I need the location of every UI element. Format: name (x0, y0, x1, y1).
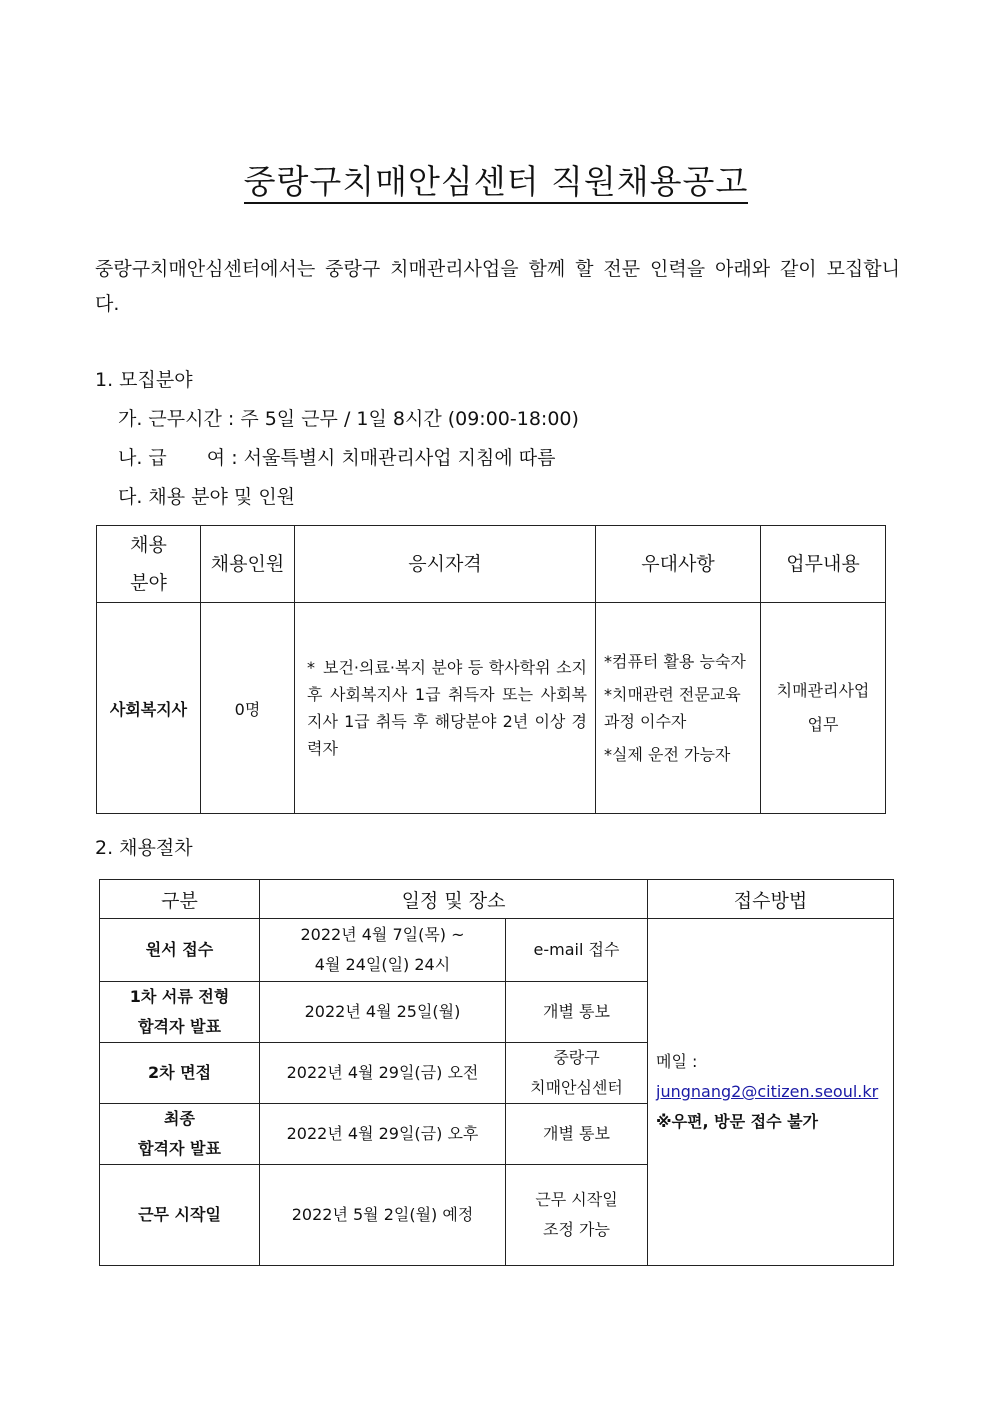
section2-heading: 2. 채용절차 (95, 837, 193, 859)
cell-category: 원서 접수 (100, 919, 260, 982)
procedure-table (99, 879, 894, 1266)
page-title: 중랑구치매안심센터 직원채용공고 (0, 160, 992, 204)
cell-field: 사회복지사 (97, 603, 201, 814)
cell-note: 개별 통보 (506, 1104, 648, 1165)
list-item: *치매관련 전문교육 과정 이수자 (604, 685, 741, 731)
section1-heading: 1. 모집분야 (95, 369, 193, 391)
salary-label: 나. 급 (118, 447, 167, 469)
recruitment-field-table (96, 525, 886, 814)
cell-note: 중랑구 치매안심센터 (506, 1043, 648, 1104)
salary-value: : 서울특별시 치매관리사업 지침에 따름 (231, 447, 556, 469)
cell-date: 2022년 4월 7일(목) ~ 4월 24일(일) 24시 (260, 919, 506, 982)
cell-note: 개별 통보 (506, 982, 648, 1043)
header-qualification: 응시자격 (295, 526, 596, 603)
apply-note: ※우편, 방문 접수 불가 (656, 1112, 819, 1131)
cell-note: e-mail 접수 (506, 919, 648, 982)
table-header-row (100, 880, 894, 919)
header-method: 접수방법 (648, 880, 894, 919)
cell-duty: 치매관리사업 업무 (761, 603, 886, 814)
salary-label-2: 여 (206, 447, 226, 469)
cell-preferences (596, 603, 761, 814)
cell-qualification: * 보건·의료·복지 분야 등 학사학위 소지 후 사회복지사 1급 취득자 또는 사회복지사 1급 취득 후 해당분야 2년 이상 경력자 (295, 603, 596, 814)
header-duty: 업무내용 (761, 526, 886, 603)
mail-label: 메일 : (656, 1052, 698, 1071)
list-item: *컴퓨터 활용 능숙자 (604, 652, 746, 671)
header-field: 채용 분야 (97, 526, 201, 603)
cell-apply-method (648, 919, 894, 1266)
cell-date: 2022년 4월 25일(월) (260, 982, 506, 1043)
work-hours: 가. 근무시간 : 주 5일 근무 / 1일 8시간 (09:00-18:00) (118, 408, 579, 430)
header-preference: 우대사항 (596, 526, 761, 603)
cell-date: 2022년 5월 2일(월) 예정 (260, 1165, 506, 1266)
email-link[interactable]: jungnang2@citizen.seoul.kr (656, 1082, 879, 1101)
cell-count: 0명 (201, 603, 295, 814)
cell-category: 2차 면접 (100, 1043, 260, 1104)
header-category: 구분 (100, 880, 260, 919)
salary-line (118, 444, 555, 472)
cell-note: 근무 시작일 조정 가능 (506, 1165, 648, 1266)
intro-paragraph: 중랑구치매안심센터에서는 중랑구 치매관리사업을 함께 할 전문 인력을 아래와 같이 모집합니다. (95, 258, 900, 315)
table-header-row (97, 526, 886, 603)
header-count: 채용인원 (201, 526, 295, 603)
cell-category: 최종 합격자 발표 (100, 1104, 260, 1165)
cell-date: 2022년 4월 29일(금) 오전 (260, 1043, 506, 1104)
table-row (97, 603, 886, 814)
cell-category: 1차 서류 전형 합격자 발표 (100, 982, 260, 1043)
table-row (100, 919, 894, 982)
header-schedule: 일정 및 장소 (260, 880, 648, 919)
list-item: *실제 운전 가능자 (604, 745, 731, 764)
cell-category: 근무 시작일 (100, 1165, 260, 1266)
cell-date: 2022년 4월 29일(금) 오후 (260, 1104, 506, 1165)
field-heading: 다. 채용 분야 및 인원 (118, 486, 296, 508)
